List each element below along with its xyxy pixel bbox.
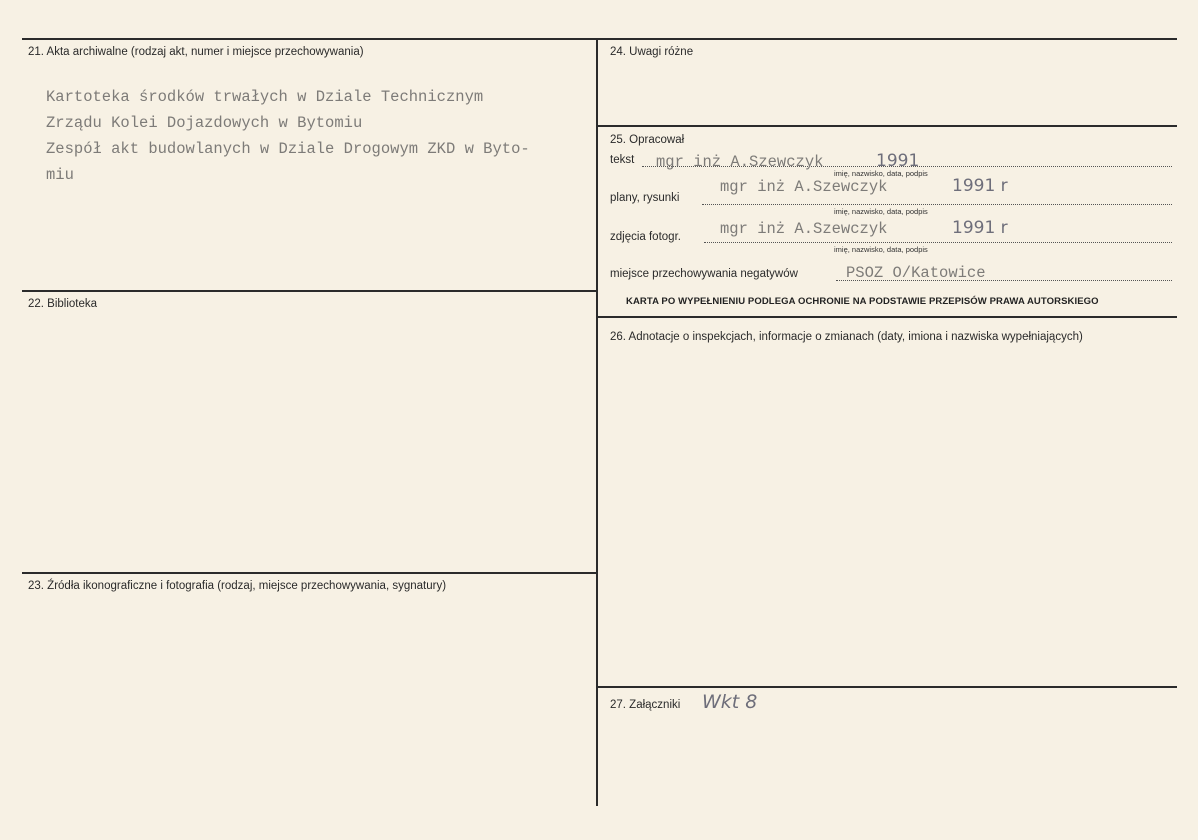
tekst-label: tekst — [610, 154, 635, 166]
section-26-label: 26. Adnotacje o inspekcjach, informacje o zmianach (daty, imiona i nazwiska wypełniających) — [610, 331, 1083, 343]
rule-21-22 — [22, 290, 598, 292]
section-23-label: 23. Źródła ikonograficzne i fotografia (rodzaj, miejsce przechowywania, sygnatury) — [28, 580, 447, 592]
rule-22-23 — [22, 572, 598, 574]
negatywy-label: miejsce przechowywania negatywów — [610, 268, 798, 280]
column-divider — [596, 38, 598, 806]
negatywy-value: PSOZ O/Katowice — [846, 264, 986, 282]
zdjecia-value: mgr inż A.Szewczyk — [720, 220, 888, 238]
rule-24-25 — [597, 125, 1177, 127]
section-22-label: 22. Biblioteka — [28, 298, 98, 310]
archive-line-1: Kartoteka środków trwałych w Dziale Technicznym — [46, 88, 484, 106]
tekst-caption: imię, nazwisko, data, podpis — [834, 169, 928, 178]
top-rule-right — [597, 38, 1177, 40]
zdjecia-caption: imię, nazwisko, data, podpis — [834, 245, 928, 254]
plany-dotted-line — [702, 204, 1172, 205]
section-24-label: 24. Uwagi różne — [610, 46, 694, 58]
section-27-label: 27. Załączniki — [610, 699, 681, 711]
copyright-notice: KARTA PO WYPEŁNIENIU PODLEGA OCHRONIE NA PODSTAWIE PRZEPISÓW PRAWA AUTORSKIEGO — [626, 296, 1099, 307]
section-25-label: 25. Opracował — [610, 134, 685, 146]
archive-line-2: Zrządu Kolei Dojazdowych w Bytomiu — [46, 114, 363, 132]
attachments-value: Wkt 8 — [702, 691, 758, 713]
zdjecia-label: zdjęcia fotogr. — [610, 231, 681, 243]
archive-line-4: miu — [46, 166, 74, 184]
zdjecia-year: 1991 r — [952, 218, 1008, 238]
top-rule-left — [22, 38, 598, 40]
plany-value: mgr inż A.Szewczyk — [720, 178, 888, 196]
zdjecia-dotted-line — [704, 242, 1172, 243]
plany-label: plany, rysunki — [610, 192, 680, 204]
rule-26-27 — [597, 686, 1177, 688]
plany-year: 1991 r — [952, 176, 1008, 196]
tekst-year: 1991 — [876, 151, 920, 171]
tekst-value: mgr inż A.Szewczyk — [656, 153, 824, 171]
section-21-label: 21. Akta archiwalne (rodzaj akt, numer i miejsce przechowywania) — [28, 46, 364, 58]
plany-caption: imię, nazwisko, data, podpis — [834, 207, 928, 216]
rule-25-26 — [597, 316, 1177, 318]
archive-line-3: Zespół akt budowlanych w Dziale Drogowym ZKD w Byto- — [46, 140, 530, 158]
